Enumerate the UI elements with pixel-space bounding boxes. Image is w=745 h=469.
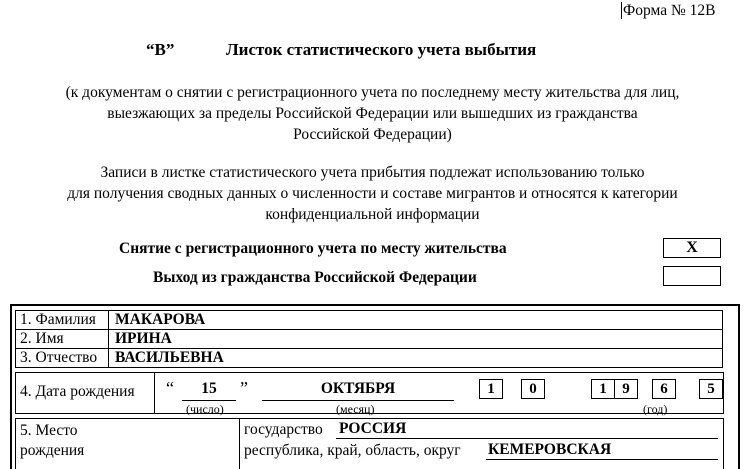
form-number: Форма № 12В xyxy=(623,2,716,19)
confidentiality-line: конфиденциальной информации xyxy=(265,206,480,223)
birth-date-digit[interactable]: 0 xyxy=(521,379,545,399)
checkbox-label: Снятие с регистрационного учета по месту жительства xyxy=(119,240,507,257)
checkbox-deregistration[interactable]: X xyxy=(663,238,721,258)
birth-month-field[interactable]: ОКТЯБРЯ xyxy=(262,380,454,401)
name-label: 2. Имя xyxy=(15,329,109,349)
scope-note-line: выезжающих за пределы Российской Федерации или вышедших из гражданства xyxy=(107,105,638,122)
confidentiality-line: Записи в листке статистического учета прибытия подлежат использованию только xyxy=(100,164,645,181)
birth-region-field[interactable]: КЕМЕРОВСКАЯ xyxy=(486,440,718,460)
checkbox-citizenship-exit[interactable] xyxy=(663,266,721,286)
title-text: Листок статистического учета выбытия xyxy=(226,40,537,59)
scope-note-line: (к документам о снятии с регистрационного учета по последнему месту жительства для лиц, xyxy=(65,84,680,101)
text-cursor xyxy=(621,2,622,19)
birth-place-cell xyxy=(239,418,724,469)
title-mark: “В” xyxy=(146,40,175,59)
confidentiality-line: для получения сводных данных о численности и составе мигрантов и относятся к категории xyxy=(67,185,678,202)
birth-state-field[interactable]: РОССИЯ xyxy=(336,419,718,439)
form-title xyxy=(0,40,745,62)
birth-place-label-cell xyxy=(15,418,240,469)
checkbox-row-citizenship-exit xyxy=(0,266,745,290)
birth-year-digit[interactable]: 1 xyxy=(591,379,615,399)
surname-field[interactable]: МАКАРОВА xyxy=(108,310,723,330)
birth-day-field[interactable]: 15 xyxy=(182,380,236,401)
birth-date-label: 4. Дата рождения xyxy=(20,383,135,400)
patronymic-label: 3. Отчество xyxy=(15,348,109,368)
open-quote: “ xyxy=(166,378,174,398)
checkbox-row-deregistration xyxy=(0,238,745,262)
surname-label: 1. Фамилия xyxy=(15,310,109,330)
close-quote: ” xyxy=(240,378,248,398)
birth-place-label-line: рождения xyxy=(20,442,85,459)
patronymic-field[interactable]: ВАСИЛЬЕВНА xyxy=(108,348,723,368)
birth-place-label-line: 5. Место xyxy=(20,422,78,439)
birth-year-digit[interactable]: 5 xyxy=(699,379,723,399)
birth-year-caption: (год) xyxy=(643,402,668,416)
birth-month-caption: (месяц) xyxy=(336,402,375,416)
state-label: государство xyxy=(244,421,323,438)
region-label: республика, край, область, округ xyxy=(244,442,461,459)
birth-date-digit[interactable]: 1 xyxy=(479,379,503,399)
birth-date-label-cell xyxy=(15,372,155,414)
birth-day-caption: (число) xyxy=(186,402,224,416)
name-field[interactable]: ИРИНА xyxy=(108,329,723,349)
checkbox-label: Выход из гражданства Российской Федерации xyxy=(153,269,477,286)
birth-year-digit[interactable]: 6 xyxy=(652,379,676,399)
confidentiality-note xyxy=(0,162,745,225)
scope-note xyxy=(0,82,745,145)
birth-year-digit[interactable]: 9 xyxy=(614,379,638,399)
scope-note-line: Российской Федерации) xyxy=(293,126,452,143)
